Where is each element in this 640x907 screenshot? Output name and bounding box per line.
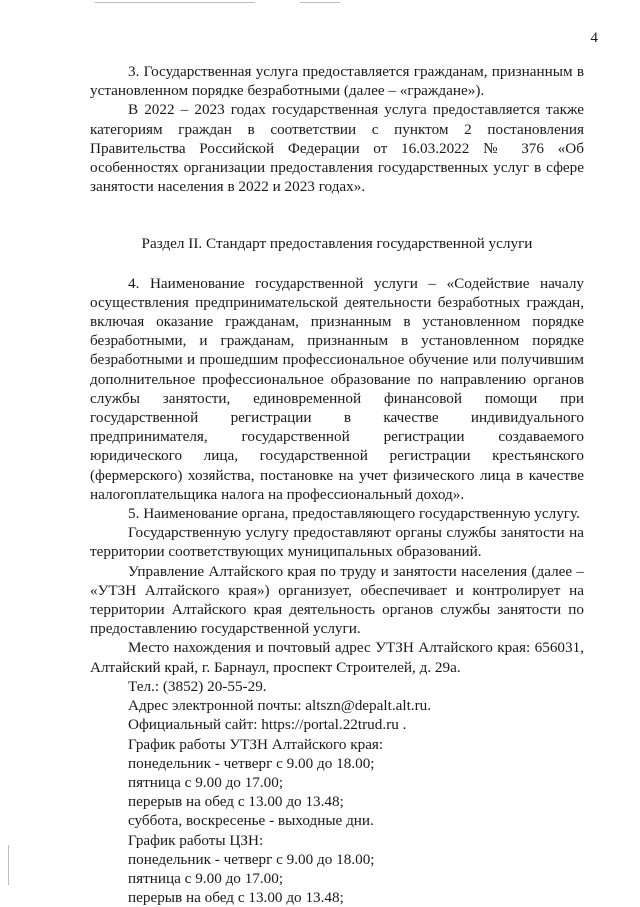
paragraph-4: 4. Наименование государственной услуги – «Содействие началу осуществления предпринимательской деятельности безработных граждан, включая оказание гражданам, признанным в установленном порядке безработными, и гражданам, признанным в установленном порядке безработными и прошедшим профессиональное обучение или получившим дополнительное профессиональное образование по направлению органов службы занятости, единовременной финансовой помощи при государственной регистрации в качестве индивидуального предпринимателя, государственной регистрации создаваемого юридического лица, государственной регистрации крестьянского (фермерского) хозяйства, постановке на учет физического лица в качестве налогоплательщика налога на профессиональный доход». (90, 274, 584, 503)
schedule-utzn-lunch: перерыв на обед с 13.00 до 13.48; (128, 793, 344, 811)
paragraph-utzn: Управление Алтайского края по труду и занятости населения (далее – «УТЗН Алтайского края») организует, обеспечивает и контролирует на территории Алтайского края деятельность органов службы занятости по предоставлению государственной услуги. (90, 562, 584, 638)
paragraph-providers: Государственную услугу предоставляют органы службы занятости на территории соответствующих муниципальных образований. (90, 524, 584, 561)
schedule-utzn-friday: пятница с 9.00 до 17.00; (128, 773, 284, 791)
schedule-utzn-weekdays: понедельник - четверг с 9.00 до 18.00; (128, 754, 375, 772)
schedule-czn-weekdays: понедельник - четверг с 9.00 до 18.00; (128, 850, 375, 868)
website-line: Официальный сайт: https://portal.22trud.ru . (128, 716, 407, 734)
schedule-czn-heading: График работы ЦЗН: (128, 831, 264, 849)
paragraph-address: Место нахождения и почтовый адрес УТЗН Алтайского края: 656031, Алтайский край, г. Барнаул, проспект Строителей, д. 29а. (90, 639, 584, 676)
schedule-utzn-weekend: суббота, воскресенье - выходные дни. (128, 812, 374, 830)
scan-mark-left-edge (8, 845, 9, 885)
scan-mark-top-right (300, 2, 340, 3)
scan-mark-top-left (95, 2, 255, 3)
schedule-utzn-heading: График работы УТЗН Алтайского края: (128, 735, 384, 753)
page-number: 4 (590, 30, 598, 46)
section-title: Раздел II. Стандарт предоставления государственной услуги (141, 235, 533, 253)
email-line: Адрес электронной почты: altszn@depalt.alt.ru. (128, 697, 432, 715)
phone-line: Тел.: (3852) 20-55-29. (128, 677, 267, 695)
paragraph-5: 5. Наименование органа, предоставляющего государственную услугу. (128, 505, 580, 523)
schedule-czn-lunch: перерыв на обед с 13.00 до 13.48; (128, 889, 344, 907)
paragraph-3: 3. Государственная услуга предоставляется гражданам, признанным в установленном порядке безработными (далее – «граждане»). (90, 63, 584, 100)
paragraph-2022-2023: В 2022 – 2023 годах государственная услуга предоставляется также категориям граждан в соответствии с пунктом 2 постановления Правительства Российской Федерации от 16.03.2022 № 376 «Об особенностях организации предоставления государственных услуг в сфере занятости населения в 2022 и 2023 годах». (90, 101, 584, 196)
schedule-czn-friday: пятница с 9.00 до 17.00; (128, 869, 284, 887)
document-body (90, 62, 584, 907)
